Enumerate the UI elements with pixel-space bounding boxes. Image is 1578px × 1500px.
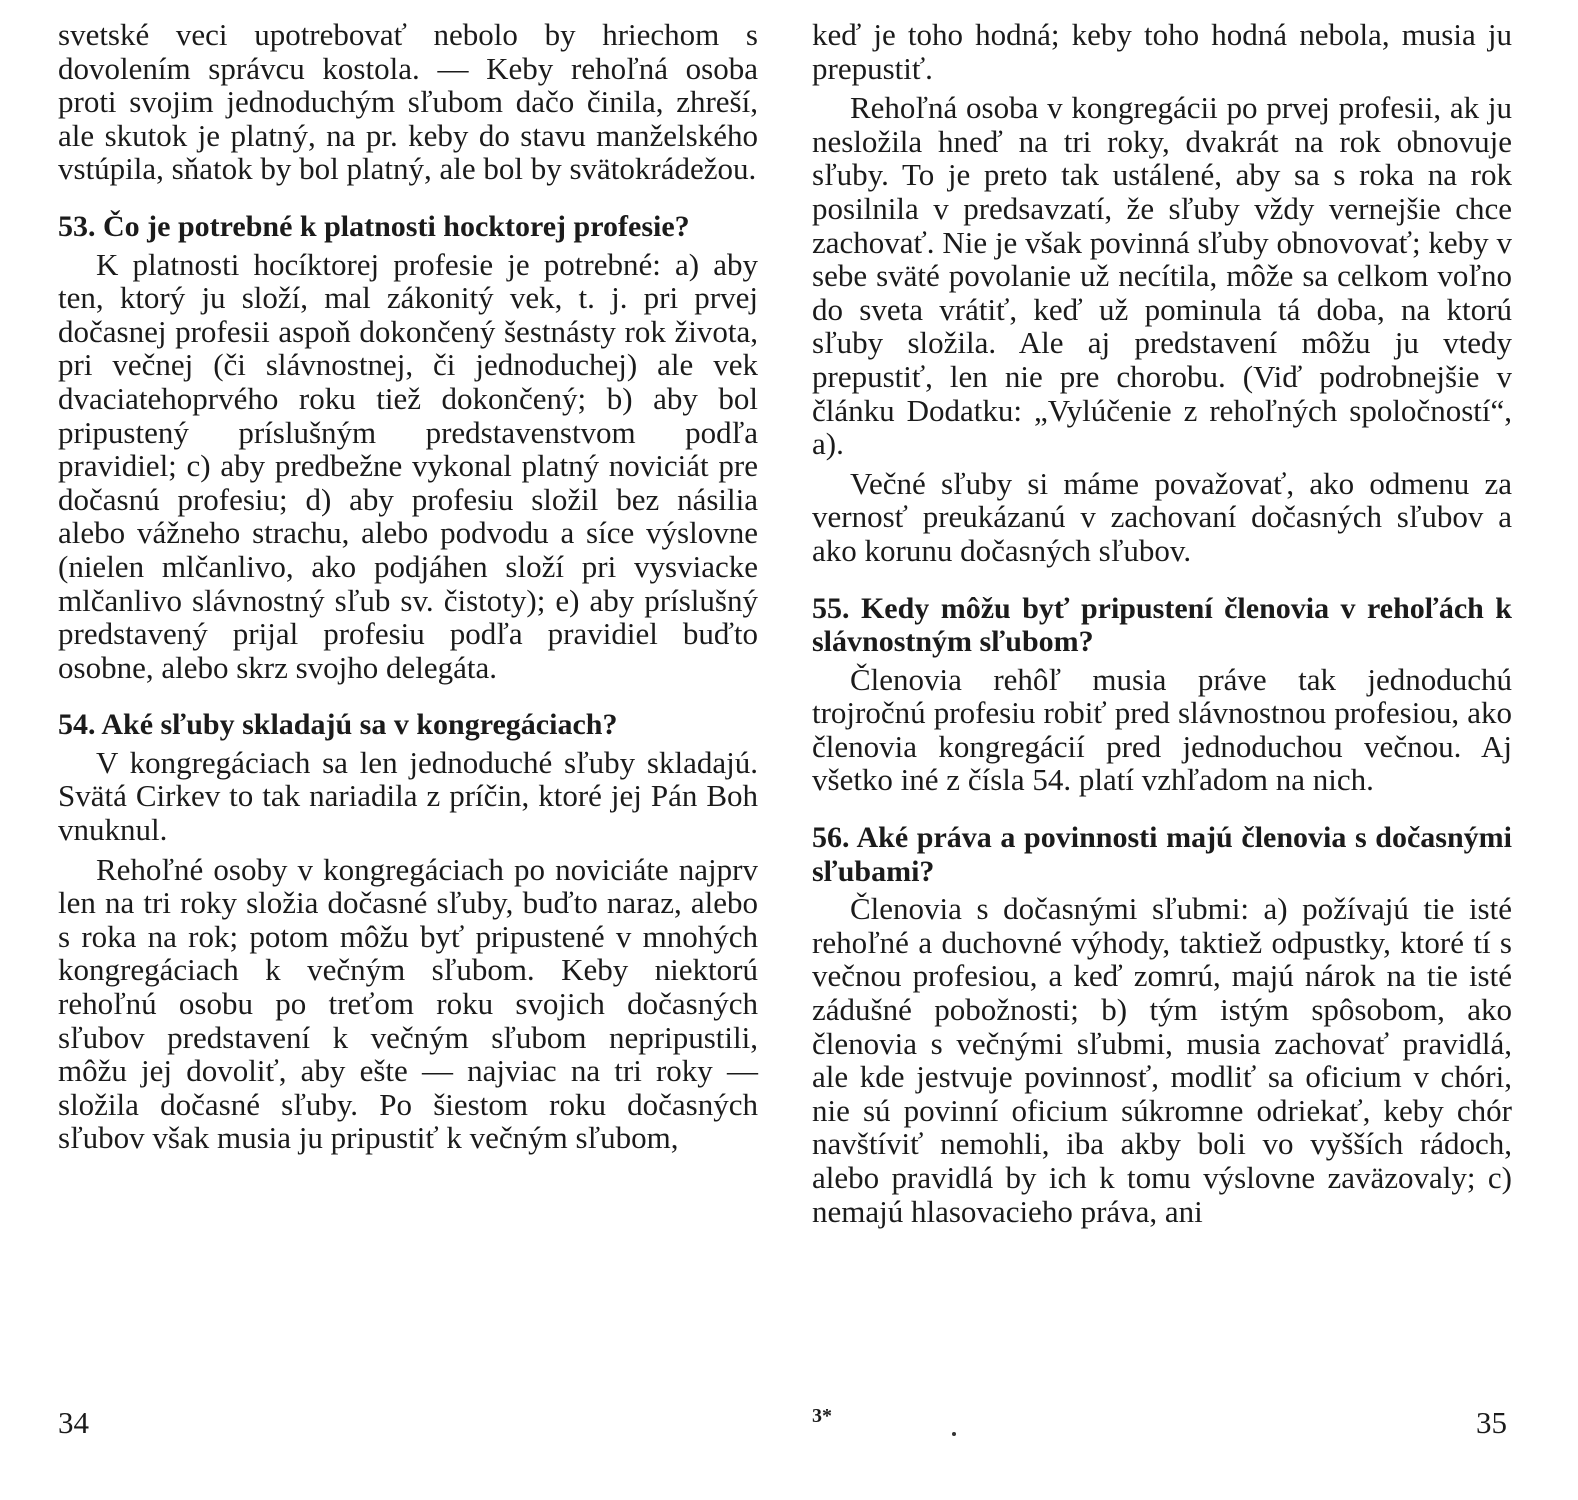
page-number-right: 35 xyxy=(1476,1405,1507,1440)
question-heading-53: 53. Čo je potrebné k platnosti hocktorej profesie? xyxy=(58,209,690,243)
signature-mark: 3* xyxy=(812,1405,832,1427)
paragraph: Členovia rehôľ musia práve tak jednoduchú trojročnú profesiu robiť pred slávnostnou profesiou, ako členovia kongregácií pred jednoduchou večnou. Aj všetko iné z čísla 54. platí vzhľadom na nich. xyxy=(812,661,1512,798)
paragraph: keď je toho hodná; keby toho hodná nebola, musia ju prepustiť. xyxy=(812,17,1512,86)
paragraph: Večné sľuby si máme považovať, ako odmenu za vernosť preukázanú v zachovaní dočasných sľubov a ako korunu dočasných sľubov. xyxy=(812,465,1512,568)
print-speck xyxy=(952,1432,956,1436)
paragraph: Rehoľné osoby v kongregáciach po noviciáte najprv len na tri roky složia dočasné sľuby, buďto naraz, alebo s roka na rok; potom môžu byť pripustené v mnohých kongregáciach k večným sľubom. Keby niektorú rehoľnú osobu po treťom roku svojich dočasných sľubov predstavení k večným sľubom nepripustili, môžu jej dovoliť, aby ešte — najviac na tri roky — složila dočasné sľuby. Po šiestom roku dočasných sľubov však musia ju pripustiť k večným sľubom, xyxy=(58,851,758,1156)
question-heading-56: 56. Aké práva a povinnosti majú členovia s dočasnými sľubami? xyxy=(812,821,1512,888)
right-page xyxy=(812,18,1512,1228)
left-page xyxy=(58,18,758,1155)
paragraph: K platnosti hocíktorej profesie je potrebné: a) aby ten, ktorý ju složí, mal zákonitý vek, t. j. pri prvej dočasnej profesii aspoň dokončený šestnásty rok života, pri večnej (či slávnostnej, či jednoduchej) ale vek dvaciatehoprvého roku tiež dokončený; b) aby bol pripustený príslušným predstavenstvom podľa pravidiel; c) aby predbežne vykonal platný noviciát pre dočasnú profesiu; d) aby profesiu složil bez násilia alebo vážneho strachu, alebo podvodu a síce výslovne (nielen mlčanlivo, ako podjáhen složí pri vysviacke mlčanlivo slávnostný sľub sv. čistoty); e) aby príslušný predstavený prijal profesiu podľa pravidiel buďto osobne, alebo skrz svojho delegáta. xyxy=(58,246,758,685)
question-heading-54: 54. Aké sľuby skladajú sa v kongregáciach? xyxy=(58,708,618,742)
paragraph: V kongregáciach sa len jednoduché sľuby skladajú. Svätá Cirkev to tak nariadila z príčin, ktoré jej Pán Boh vnuknul. xyxy=(58,744,758,848)
page-number-left: 34 xyxy=(58,1405,89,1440)
paragraph: svetské veci upotrebovať nebolo by hriechom s dovolením správcu kostola. — Keby rehoľná osoba proti svojim jednoduchým sľubom dačo činila, zhreší, ale skutok je platný, na pr. keby do stavu manželského vstúpila, sňatok by bol platný, ale bol by svätokrádežou. xyxy=(58,17,758,187)
question-heading-55: 55. Kedy môžu byť pripustení členovia v rehoľách k slávnostným sľubom? xyxy=(812,591,1512,659)
paragraph: Členovia s dočasnými sľubmi: a) požívajú tie isté rehoľné a duchovné výhody, taktiež odpustky, ktoré tí s večnou profesiou, a keď zomrú, majú nárok na tie isté zádušné pobožnosti; b) tým istým spôsobom, ako členovia s večnými sľubmi, musia zachovať pravidlá, ale kde jestvuje povinnosť, modliť sa oficium v chóri, nie sú povinní oficium súkromne odriekať, keby chór navštíviť nemohli, iba akby boli vo vyšších rádoch, alebo pravidlá by ich k tomu výslovne zaväzovaly; c) nemajú hlasovacieho práva, ani xyxy=(812,891,1512,1229)
paragraph: Rehoľná osoba v kongregácii po prvej profesii, ak ju nesložila hneď na tri roky, dvakrát na rok obnovuje sľuby. To je preto tak ustálené, aby sa s roka na rok posilnila v predsavzatí, že sľuby vždy vernejšie chce zachovať. Nie je však povinná sľuby obnovovať; keby v sebe sväté povolanie už necítila, môže sa celkom voľno do sveta vrátiť, keď už pominula tá doba, na ktorú sľuby složila. Ale aj predstavení môžu ju vtedy prepustiť, len nie pre chorobu. (Viď podrobnejšie v článku Dodatku: „Vylúčenie z rehoľných spoločností“, a). xyxy=(812,90,1512,462)
